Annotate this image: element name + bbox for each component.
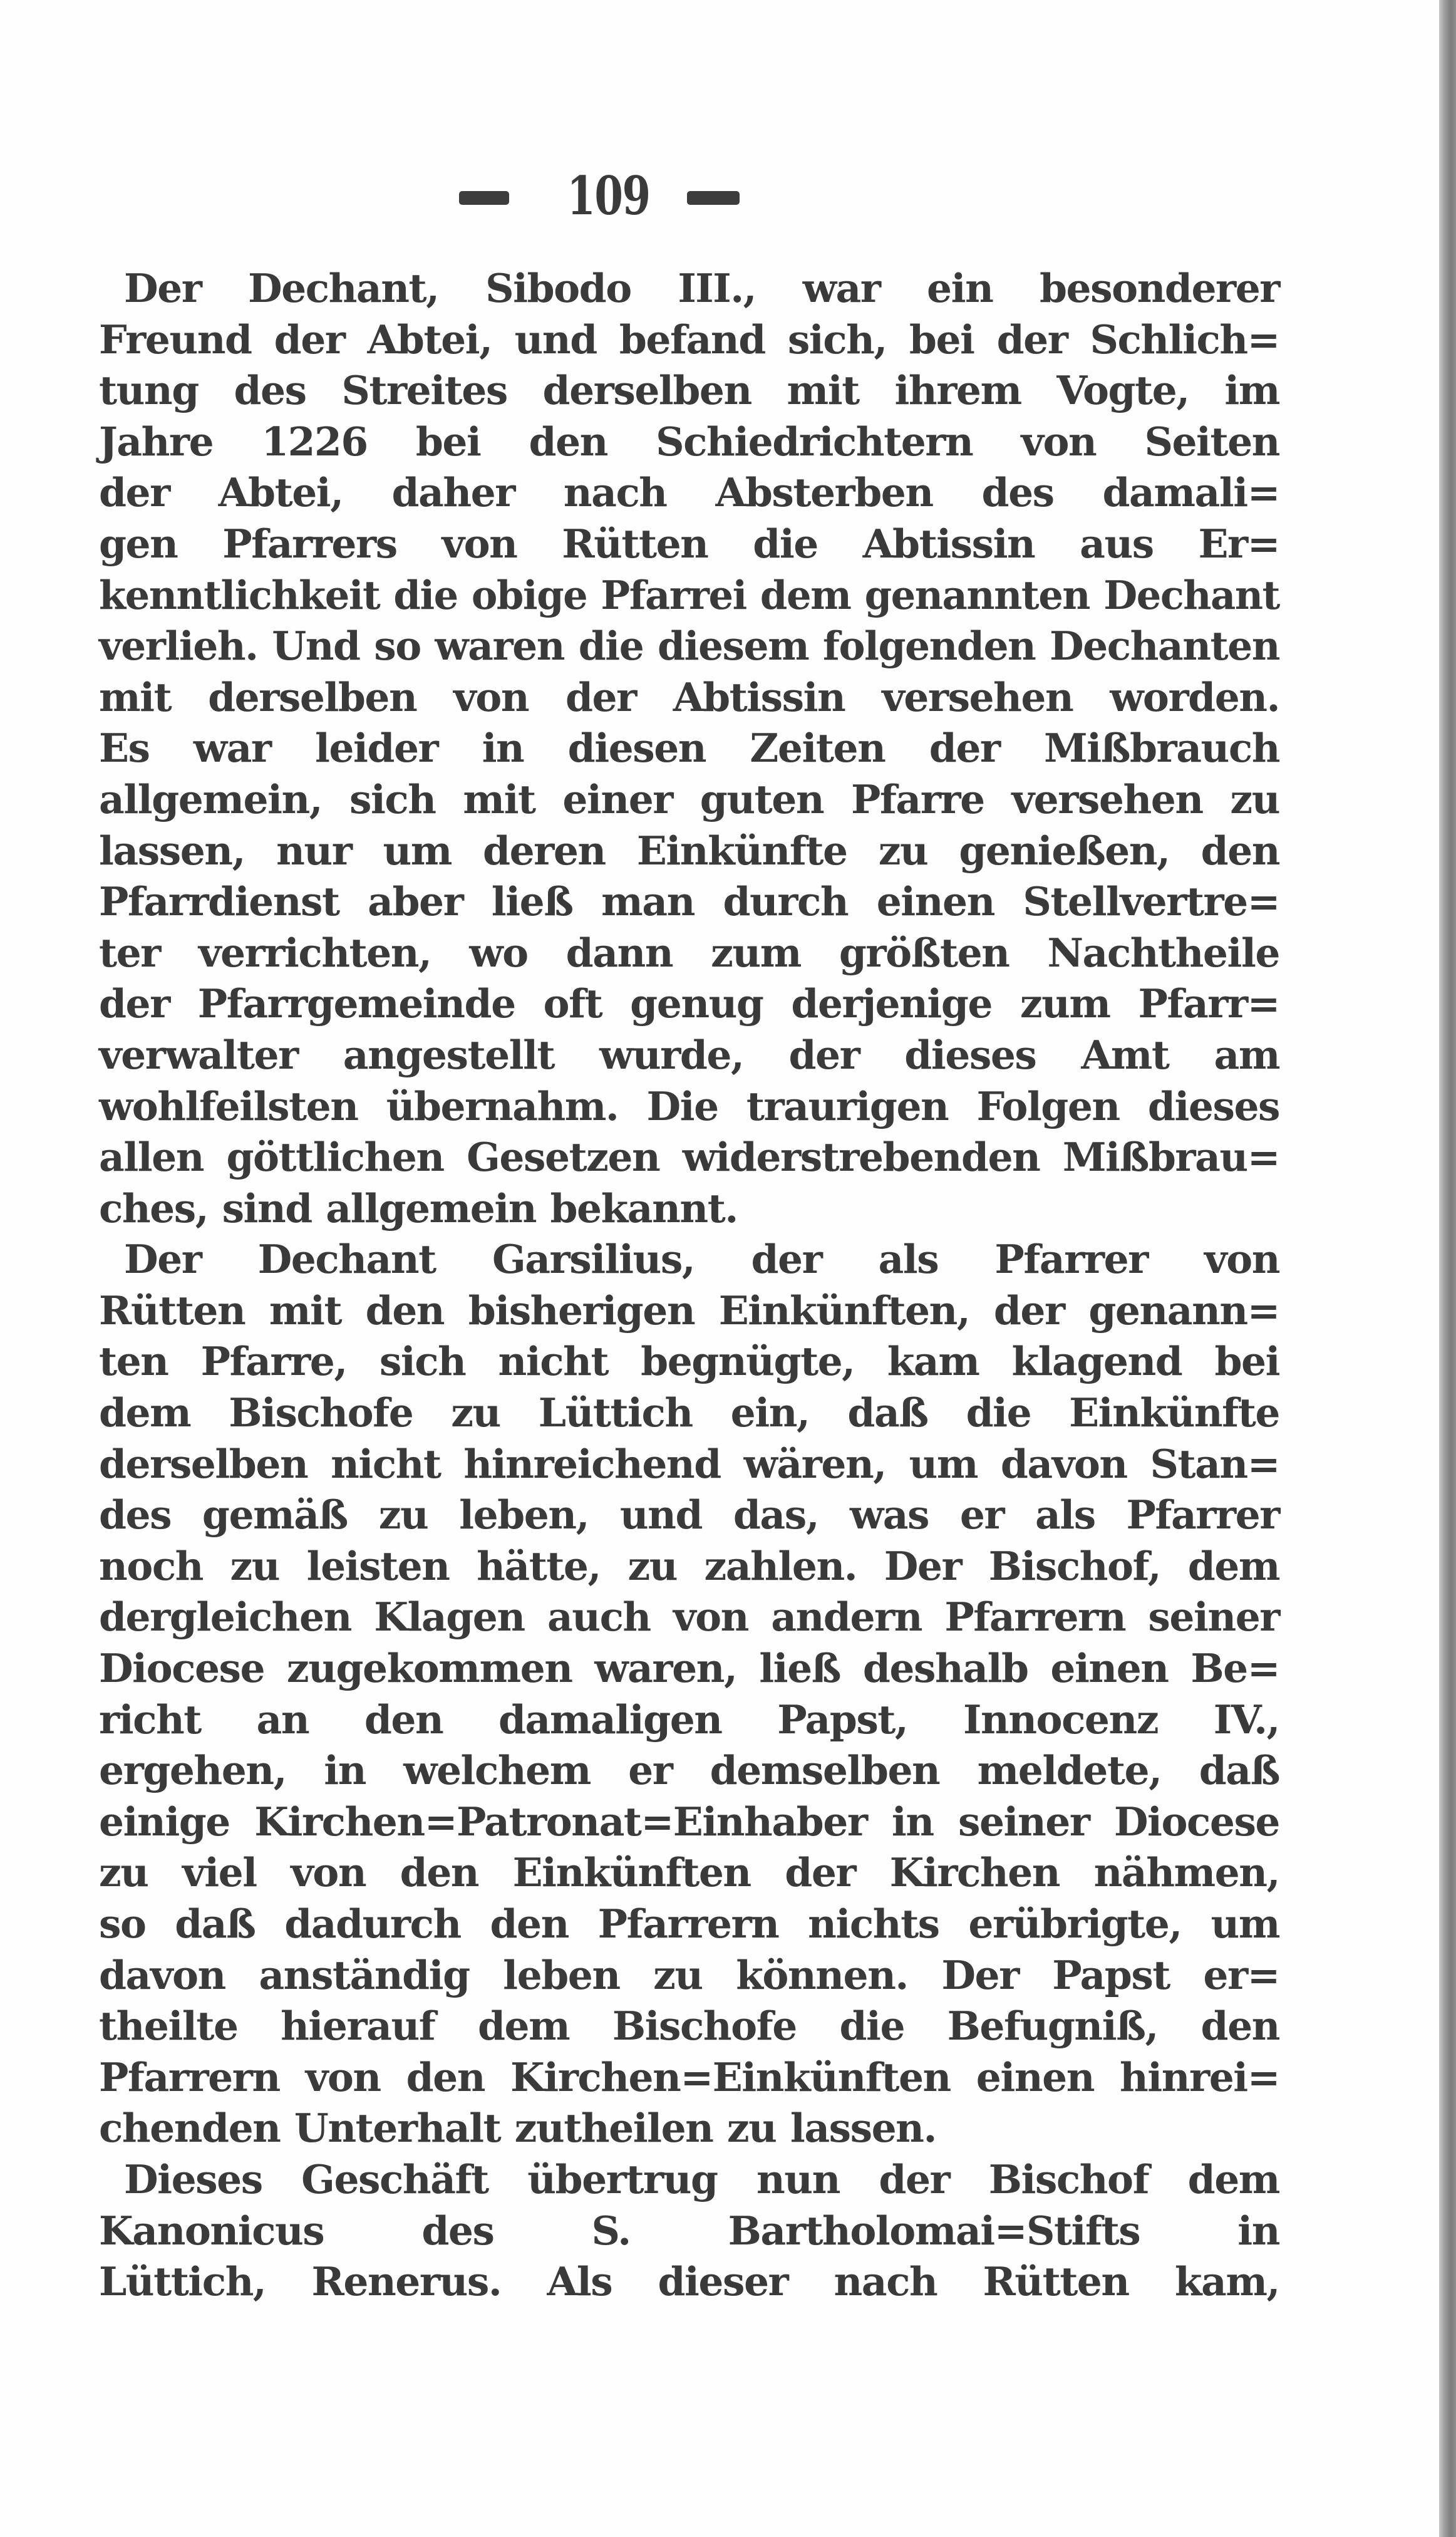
header-dash-left [459, 191, 509, 205]
text-line: ten Pfarre, sich nicht begnügte, kam klagend bei [99, 1338, 1280, 1385]
text-line: dergleichen Klagen auch von andern Pfarrern seiner [99, 1594, 1279, 1641]
text-line: ergehen, in welchem er demselben meldete, daß [99, 1747, 1279, 1794]
text-line: mit derselben von der Abtissin versehen worden. [99, 673, 1280, 720]
body-text [99, 263, 1279, 2308]
text-line: derselben nicht hinreichend wären, um davon Stan= [99, 1440, 1279, 1487]
text-line: Dieses Geschäft übertrug nun der Bischof dem [124, 2156, 1279, 2202]
paragraph-1 [99, 263, 1279, 1234]
paragraph-2 [99, 1234, 1279, 2154]
text-line: Diocese zugekommen waren, ließ deshalb einen Be= [99, 1645, 1280, 1692]
text-line: lassen, nur um deren Einkünfte zu genießen, den [99, 827, 1280, 874]
text-line: ches, sind allgemein bekannt. [99, 1185, 738, 1232]
page-edge-shadow [1439, 0, 1456, 2537]
text-line: Rütten mit den bisherigen Einkünften, der genann= [99, 1287, 1279, 1334]
text-line: ter verrichten, wo dann zum größten Nachtheile [99, 929, 1279, 976]
text-line: dem Bischofe zu Lüttich ein, daß die Einkünfte [99, 1389, 1279, 1436]
text-line: Lüttich, Renerus. Als dieser nach Rütten kam, [99, 2258, 1279, 2305]
text-line: gen Pfarrers von Rütten die Abtissin aus Er= [99, 520, 1280, 567]
text-line: Pfarrdienst aber ließ man durch einen Stellvertre= [99, 878, 1280, 925]
text-line: der Abtei, daher nach Absterben des damali= [99, 469, 1279, 516]
text-line: Freund der Abtei, und befand sich, bei der Schlich= [99, 316, 1279, 363]
text-line: Der Dechant Garsilius, der als Pfarrer von [124, 1236, 1280, 1283]
text-line: zu viel von den Einkünften der Kirchen nähmen, [99, 1849, 1280, 1896]
header-dash-right [687, 191, 740, 205]
text-line: wohlfeilsten übernahm. Die traurigen Folgen dieses [99, 1082, 1279, 1129]
text-line: allen göttlichen Gesetzen widerstrebenden Mißbrau= [99, 1134, 1280, 1181]
text-line: Es war leider in diesen Zeiten der Mißbrauch [99, 725, 1280, 772]
text-line: einige Kirchen=Patronat=Einhaber in seiner Diocese [99, 1798, 1280, 1845]
text-line: allgemein, sich mit einer guten Pfarre versehen zu [99, 776, 1280, 822]
text-line: richt an den damaligen Papst, Innocenz IV., [99, 1696, 1279, 1743]
text-line: Der Dechant, Sibodo III., war ein besonderer [124, 265, 1280, 311]
text-line: der Pfarrgemeinde oft genug derjenige zum Pfarr= [99, 980, 1279, 1027]
text-line: so daß dadurch den Pfarrern nichts erübrigte, um [99, 1901, 1279, 1947]
text-line: des gemäß zu leben, und das, was er als Pfarrer [99, 1492, 1279, 1538]
text-line: verlieh. Und so waren die diesem folgenden Dechanten [99, 623, 1280, 670]
text-line: verwalter angestellt wurde, der dieses Amt am [99, 1031, 1280, 1078]
text-line: theilte hierauf dem Bischofe die Befugniß, den [99, 2003, 1279, 2050]
text-line: Jahre 1226 bei den Schiedrichtern von Seiten [99, 418, 1279, 465]
paragraph-3 [99, 2154, 1279, 2308]
text-line: chenden Unterhalt zutheilen zu lassen. [99, 2105, 936, 2152]
text-line: kenntlichkeit die obige Pfarrei dem genannten Dechant [99, 571, 1279, 618]
text-line: Kanonicus des S. Bartholomai=Stifts in [99, 2207, 1280, 2254]
text-line: tung des Streites derselben mit ihrem Vogte, im [99, 367, 1280, 414]
text-line: Pfarrern von den Kirchen=Einkünften einen hinrei= [99, 2053, 1280, 2100]
text-line: noch zu leisten hätte, zu zahlen. Der Bischof, dem [99, 1542, 1279, 1589]
text-line: davon anständig leben zu können. Der Papst er= [99, 1951, 1279, 1998]
page-number: 109 [567, 165, 650, 227]
